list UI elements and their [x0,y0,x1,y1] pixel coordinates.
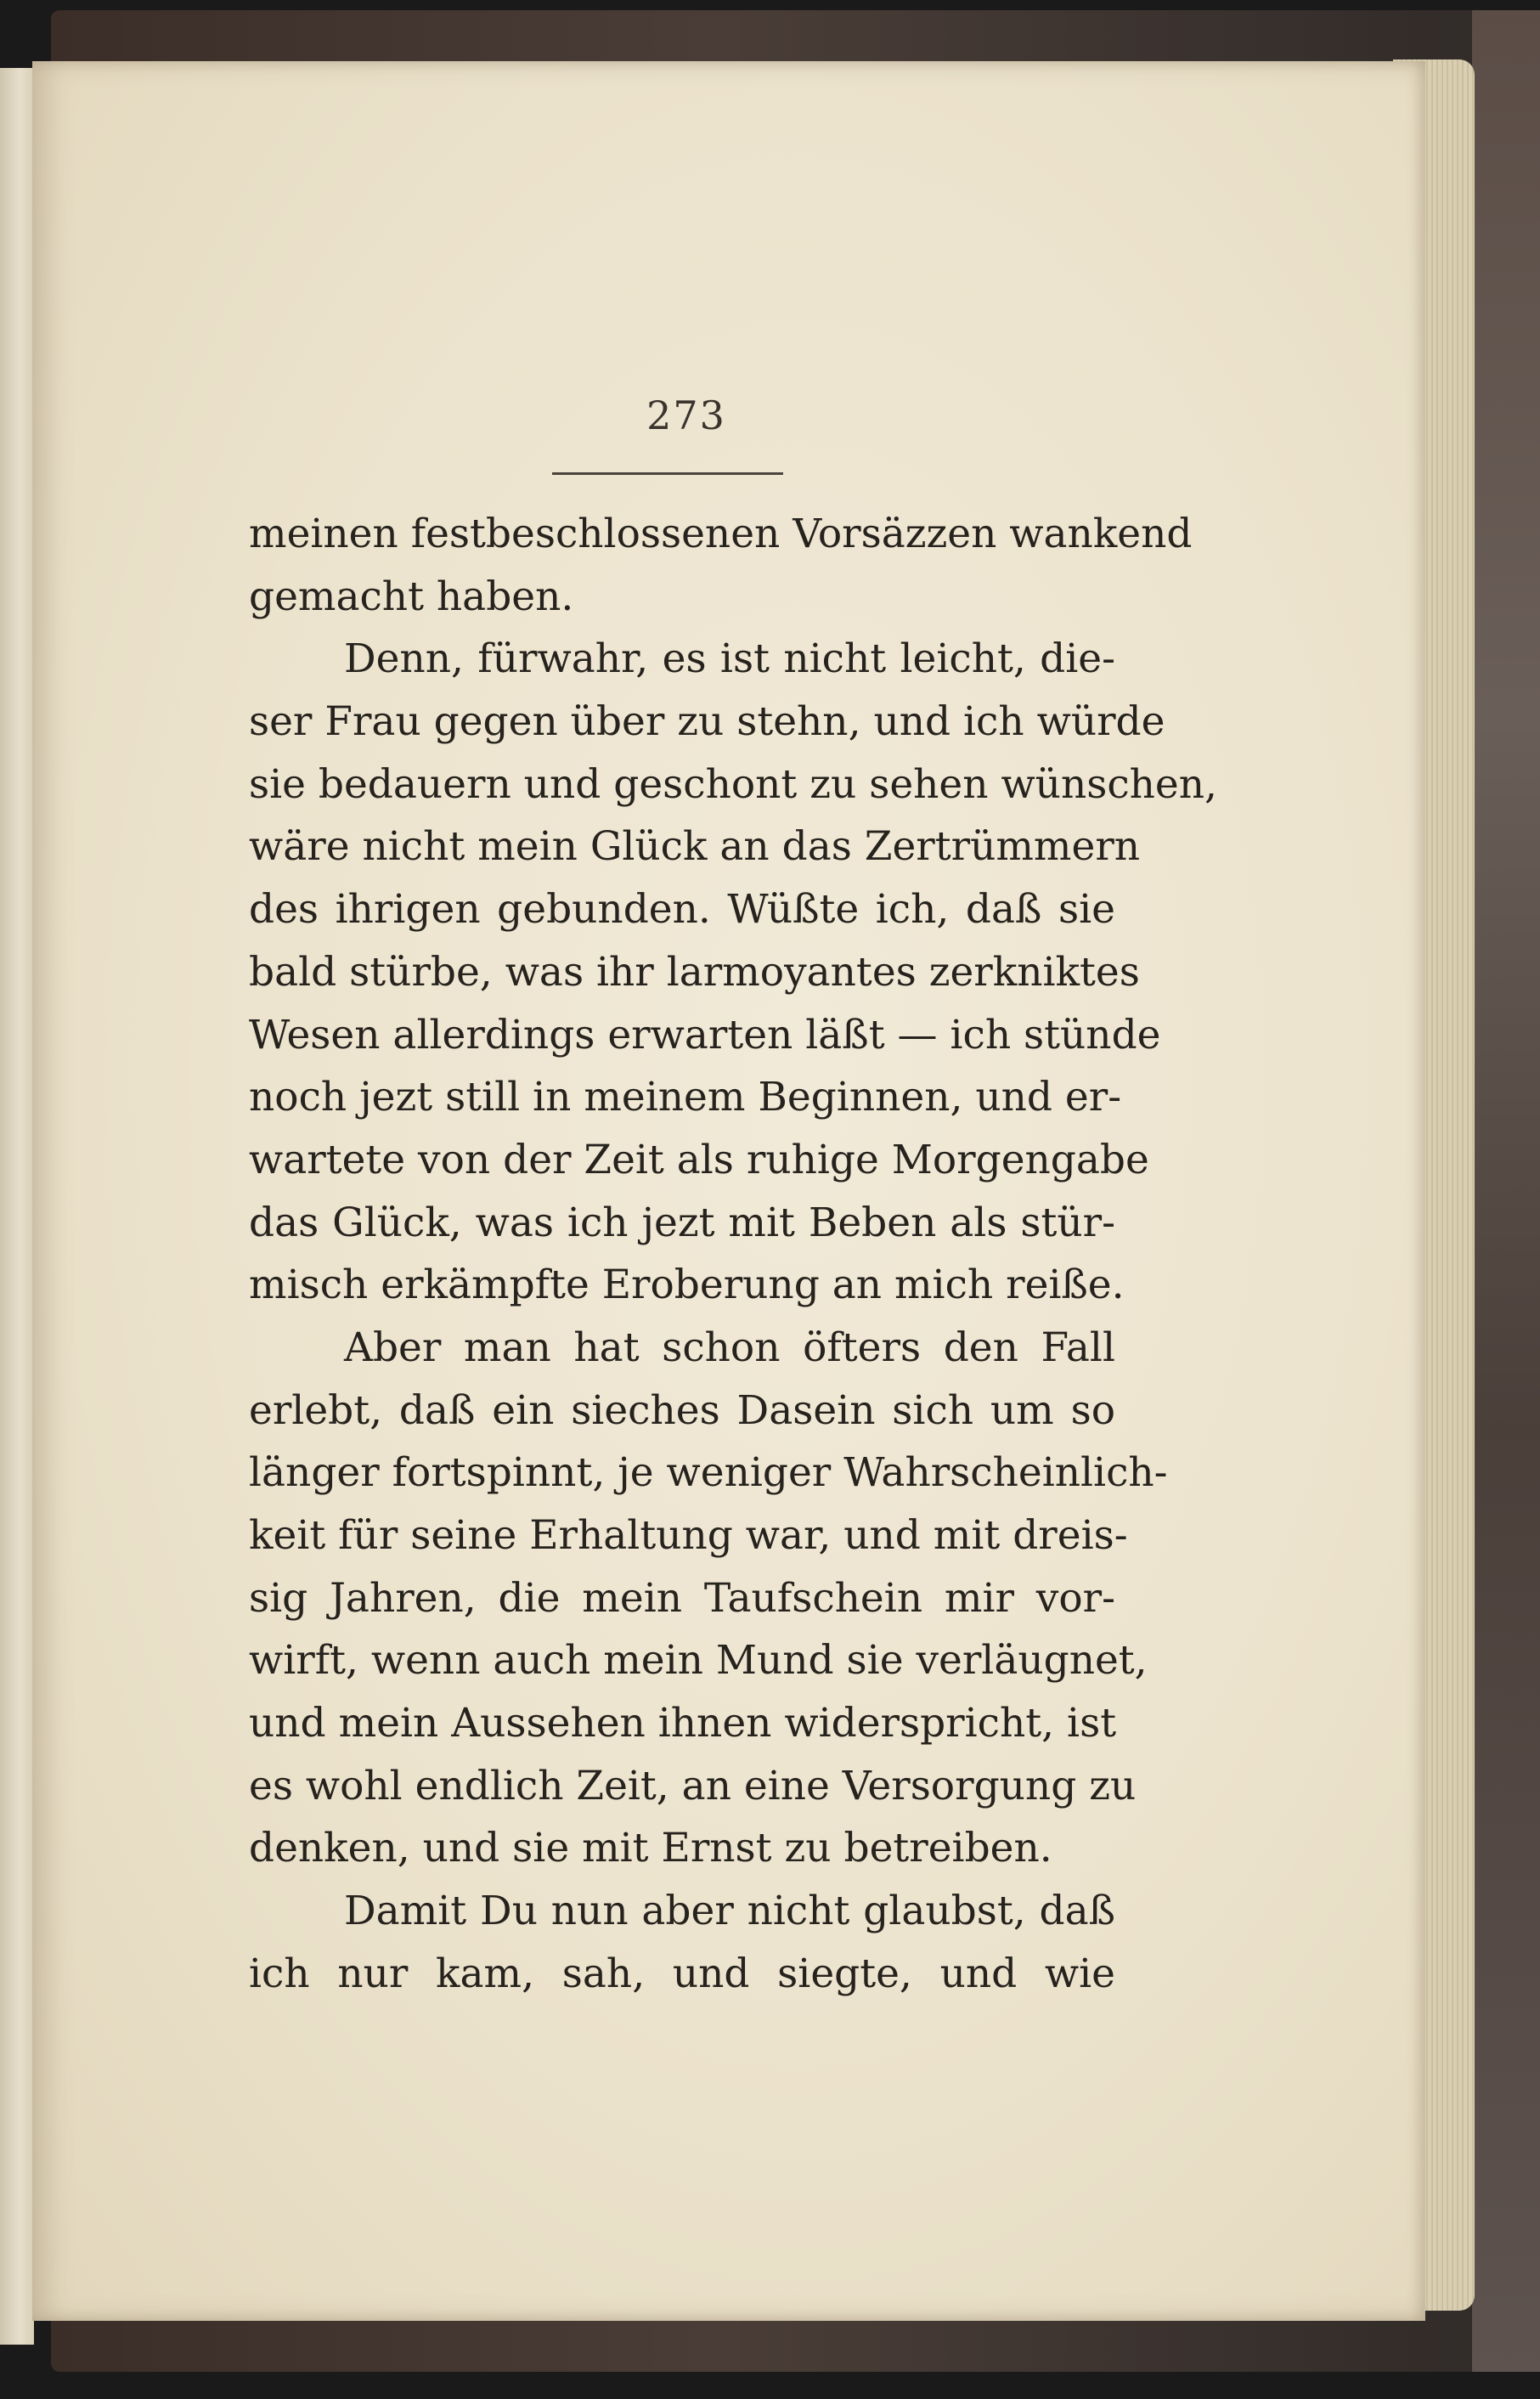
text-line: denken, und sie mit Ernst zu betreiben. [249,1825,1052,1872]
cover-edge [1472,10,1540,2372]
text-line: wartete von der Zeit als ruhige Morgengabe [249,1136,1149,1183]
text-line: misch erkämpfte Eroberung an mich reiße. [249,1262,1125,1309]
text-line: das Glück, was ich jezt mit Beben als stür- [249,1199,1115,1246]
text-line: keit für seine Erhaltung war, und mit dreis- [249,1512,1128,1559]
text-line: Damit Du nun aber nicht glaubst, daß [344,1888,1115,1935]
text-line: und mein Aussehen ihnen widerspricht, ist [249,1700,1117,1747]
header-rule [552,472,783,475]
text-line: Wesen allerdings erwarten läßt — ich stünde [249,1011,1161,1058]
text-line: gemacht haben. [249,573,574,620]
text-line: länger fortspinnt, je weniger Wahrscheinlich- [249,1449,1168,1497]
book-page [32,61,1425,2321]
text-line: ich nur kam, sah, und siegte, und wie [249,1950,1115,1997]
text-line: erlebt, daß ein sieches Dasein sich um so [249,1386,1115,1434]
page-text [249,503,1217,2006]
page-number: 273 [646,392,726,438]
text-line: wirft, wenn auch mein Mund sie verläugnet, [249,1637,1148,1685]
text-line: ser Frau gegen über zu stehn, und ich würde [249,698,1165,746]
text-line: wäre nicht mein Glück an das Zertrümmern [249,823,1141,871]
text-line: Denn, fürwahr, es ist nicht leicht, die- [344,635,1115,683]
facing-page-edge [0,68,34,2345]
text-line: noch jezt still in meinem Beginnen, und er- [249,1074,1122,1121]
text-line: bald stürbe, was ihr larmoyantes zerkniktes [249,948,1140,996]
text-line: sig Jahren, die mein Taufschein mir vor- [249,1574,1115,1622]
text-line: es wohl endlich Zeit, an eine Versorgung zu [249,1762,1137,1809]
text-line: sie bedauern und geschont zu sehen wünschen, [249,760,1217,808]
text-line: des ihrigen gebunden. Wüßte ich, daß sie [249,886,1115,934]
text-line: Aber man hat schon öfters den Fall [344,1324,1115,1371]
text-line: meinen festbeschlossenen Vorsäzzen wankend [249,511,1193,557]
